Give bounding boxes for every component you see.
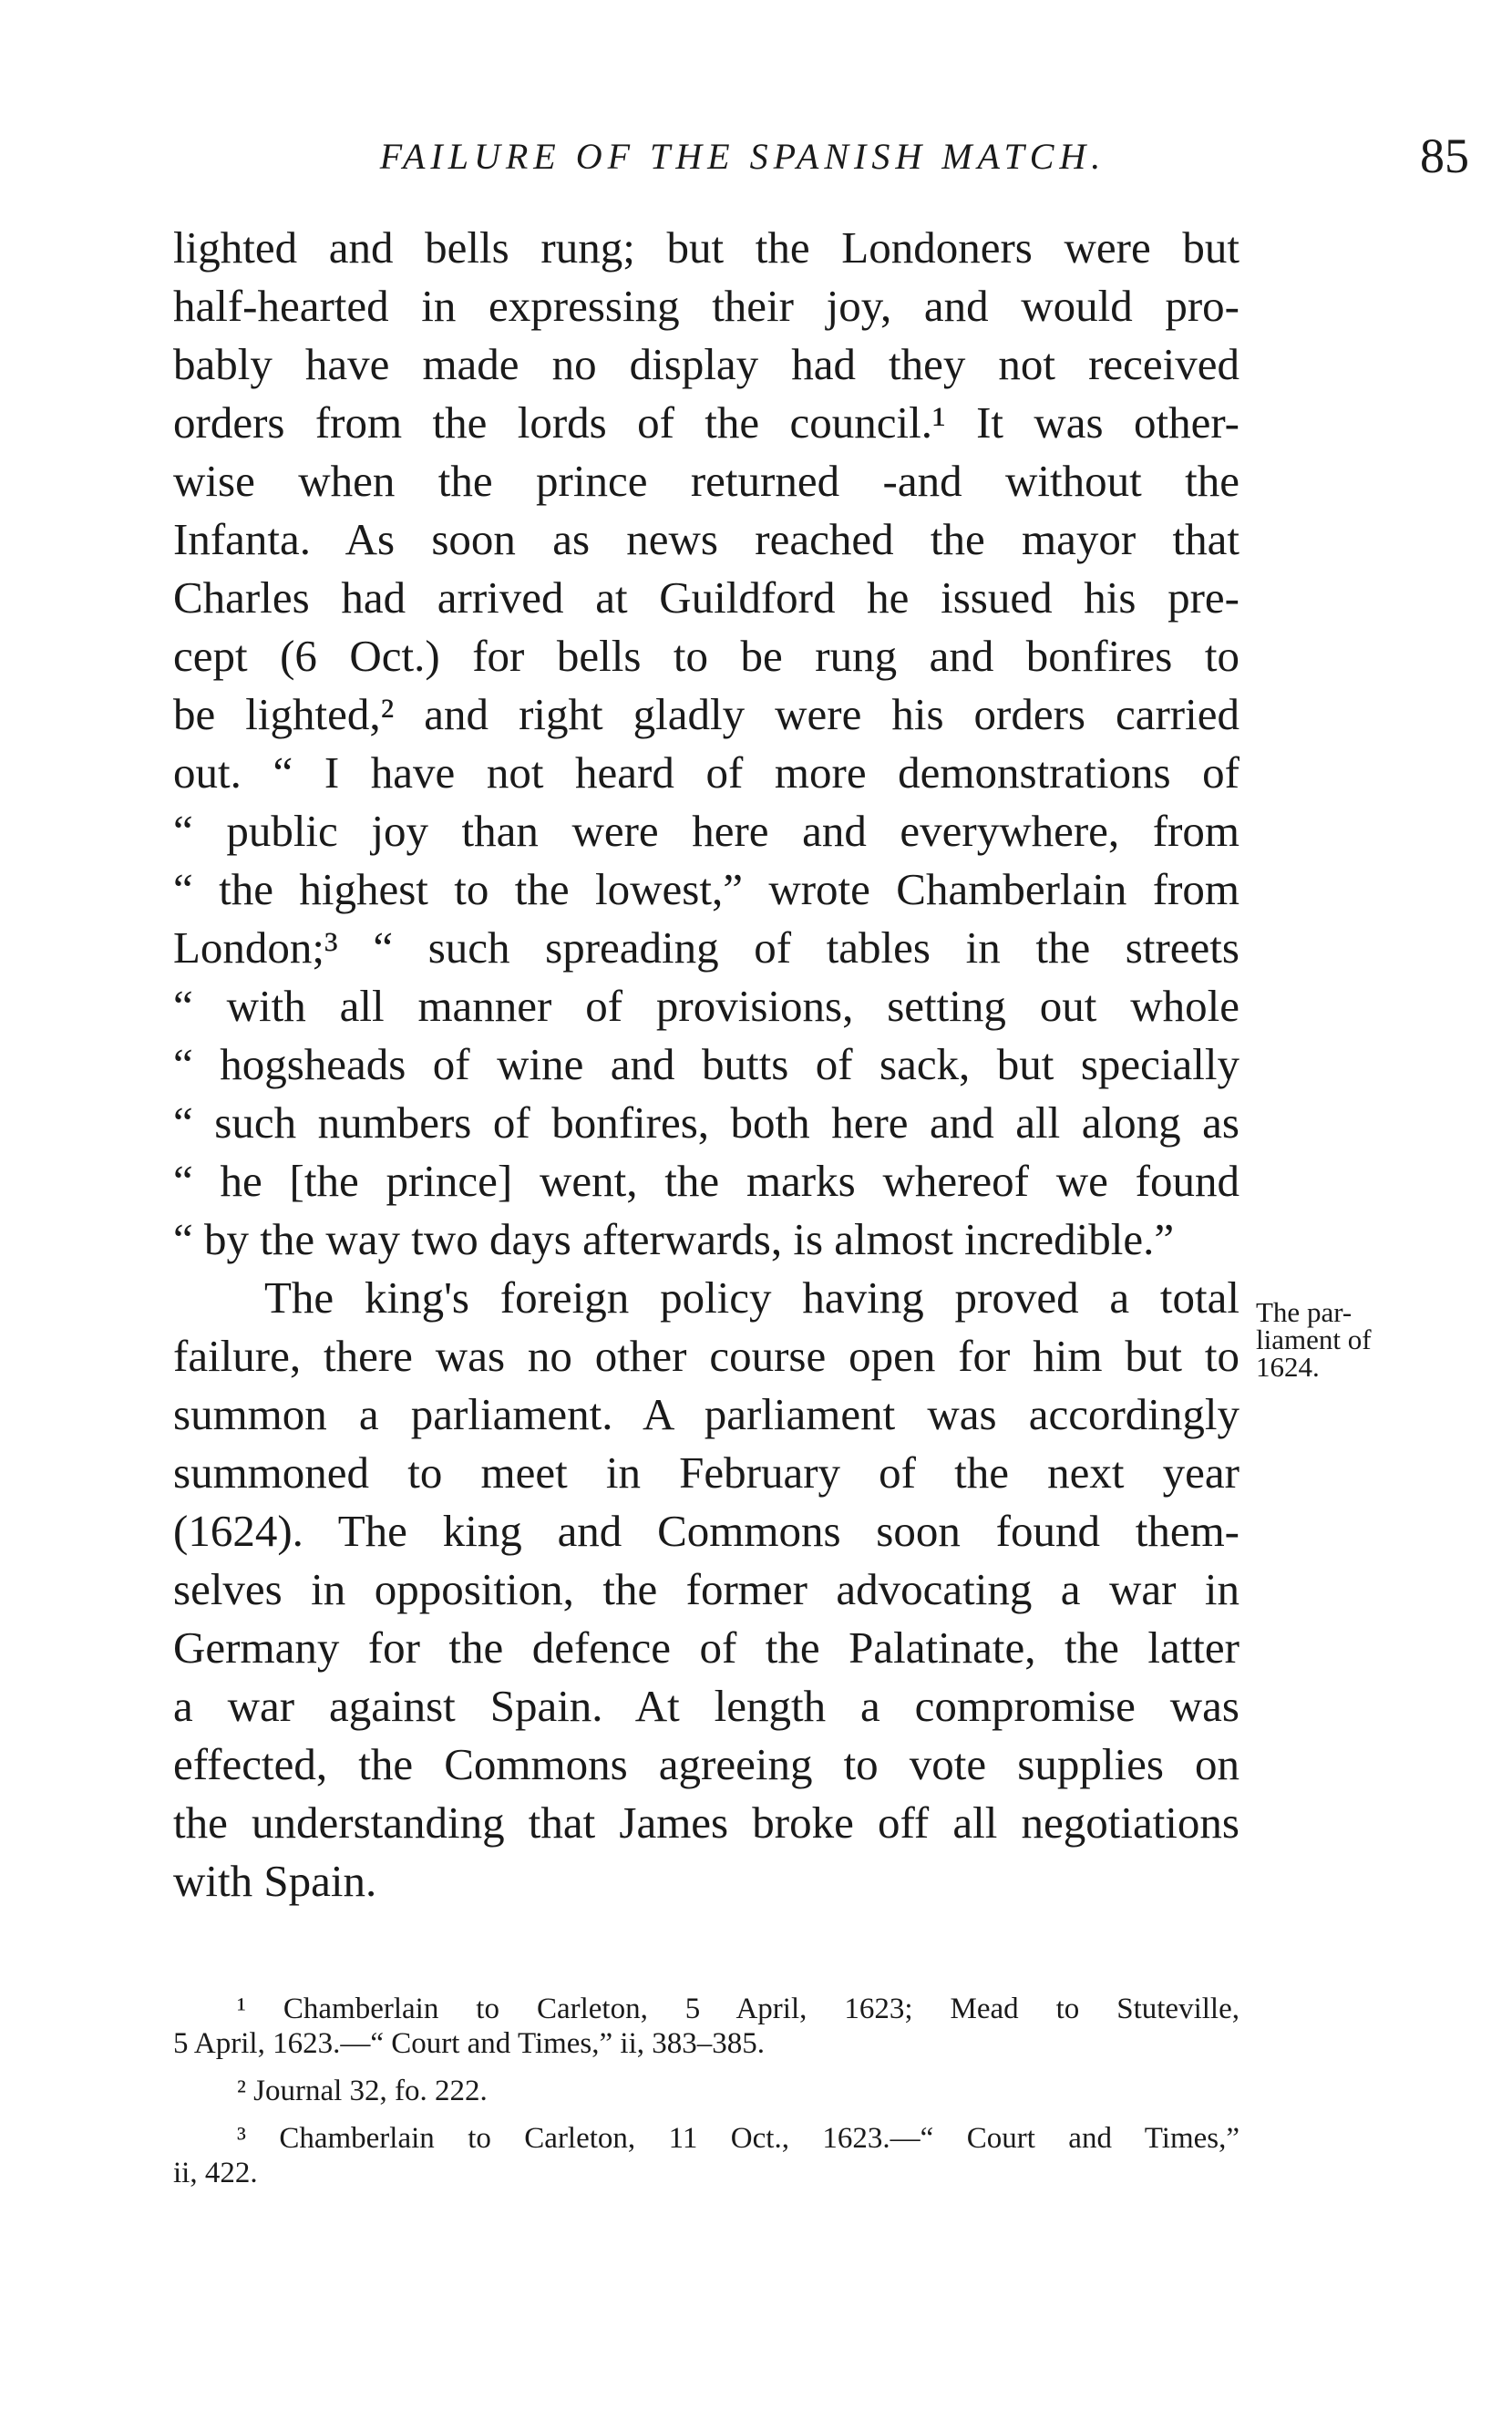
margin-note (1256, 1296, 1438, 1383)
text-line: effected, the Commons agreeing to vote supplies on (173, 1739, 1239, 1789)
text-line: Charles had arrived at Guildford he issued his pre- (173, 572, 1239, 623)
text-line: half-hearted in expressing their joy, and would pro- (173, 281, 1239, 331)
text-line: lighted and bells rung; but the Londoners were but (173, 222, 1239, 273)
paragraph (173, 1269, 1239, 1910)
footnote-line: ² Journal 32, fo. 222. (237, 2075, 488, 2107)
running-title: FAILURE OF THE SPANISH MATCH. (379, 136, 1106, 177)
footnote-line: ³ Chamberlain to Carleton, 11 Oct., 1623.—“ Court and Times,” (237, 2122, 1239, 2155)
footnote-line: ¹ Chamberlain to Carleton, 5 April, 1623; Mead to Stuteville, (237, 1993, 1239, 2025)
text-line: orders from the lords of the council.¹ It was other- (173, 397, 1239, 448)
paragraph (173, 219, 1239, 1269)
text-line: summon a parliament. A parliament was accordingly (173, 1389, 1239, 1439)
footnotes (173, 1992, 1239, 2190)
text-line: bably have made no display had they not received (173, 339, 1239, 389)
running-head (173, 128, 1469, 183)
text-line: London;³ “ such spreading of tables in the streets (173, 922, 1239, 973)
text-line: the understanding that James broke off all negotiations (173, 1797, 1239, 1848)
footnote (173, 2121, 1239, 2190)
text-line: with Spain. (173, 1856, 377, 1906)
margin-note-line: liament of (1256, 1323, 1372, 1355)
text-line: “ the highest to the lowest,” wrote Chamberlain from (173, 864, 1239, 914)
text-line: “ by the way two days afterwards, is almost incredible.” (173, 1214, 1175, 1264)
text-line: selves in opposition, the former advocating a war in (173, 1564, 1239, 1614)
text-line: Germany for the defence of the Palatinate, the latter (173, 1622, 1239, 1673)
text-line: failure, there was no other course open for him but to (173, 1331, 1239, 1381)
text-line: “ with all manner of provisions, setting out whole (173, 981, 1239, 1031)
text-line: be lighted,² and right gladly were his orders carried (173, 689, 1239, 739)
text-line: “ such numbers of bonfires, both here and all along as (173, 1097, 1239, 1148)
text-line: out. “ I have not heard of more demonstrations of (173, 747, 1239, 798)
footnote-line: ii, 422. (173, 2157, 258, 2189)
footnote-line: 5 April, 1623.—“ Court and Times,” ii, 383–385. (173, 2027, 766, 2060)
text-line: Infanta. As soon as news reached the mayor that (173, 514, 1239, 564)
text-line: wise when the prince returned -and without the (173, 456, 1239, 506)
text-line: “ he [the prince] went, the marks whereof we found (173, 1156, 1239, 1206)
footnote (173, 2074, 1239, 2108)
body-text (173, 219, 1239, 1910)
text-line: The king's foreign policy having proved a total (264, 1272, 1239, 1323)
footnote (173, 1992, 1239, 2061)
text-line: cept (6 Oct.) for bells to be rung and bonfires to (173, 631, 1239, 681)
text-line: summoned to meet in February of the next year (173, 1447, 1239, 1498)
text-line: a war against Spain. At length a compromise was (173, 1681, 1239, 1731)
text-line: “ public joy than were here and everywhere, from (173, 806, 1239, 856)
page-number: 85 (1420, 129, 1469, 183)
margin-note-line: The par- (1256, 1296, 1353, 1328)
text-line: (1624). The king and Commons soon found them- (173, 1506, 1239, 1556)
margin-note-line: 1624. (1256, 1351, 1320, 1383)
text-line: “ hogsheads of wine and butts of sack, but specially (173, 1039, 1239, 1089)
